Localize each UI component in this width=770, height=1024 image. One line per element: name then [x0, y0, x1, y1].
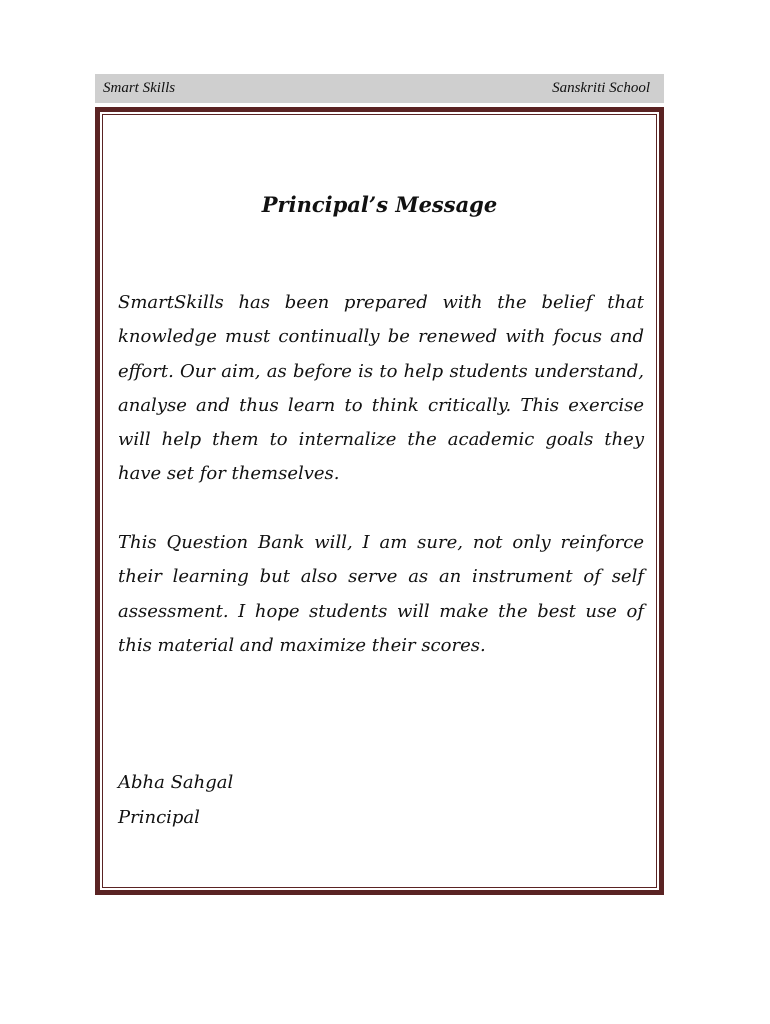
signature-name: Abha Sahgal — [118, 772, 234, 793]
message-paragraph-1: SmartSkills has been prepared with the belief that knowledge must continually be renewed with focus and effort. Our aim, as before is to help students understand, analyse and thus learn to think critically. This exercise will help them to internalize the academic goals they have set for themselves. — [118, 292, 644, 485]
message-paragraph-2: This Question Bank will, I am sure, not only reinforce their learning but also serve as an instrument of self assessment. I hope students will make the best use of this material and maximize their scores. — [118, 532, 644, 656]
page-header — [95, 74, 664, 103]
header-right-text: Sanskriti School — [552, 80, 650, 96]
page-title: Principal’s Message — [261, 192, 498, 217]
signature-role: Principal — [118, 807, 200, 828]
header-left-text: Smart Skills — [103, 80, 176, 96]
